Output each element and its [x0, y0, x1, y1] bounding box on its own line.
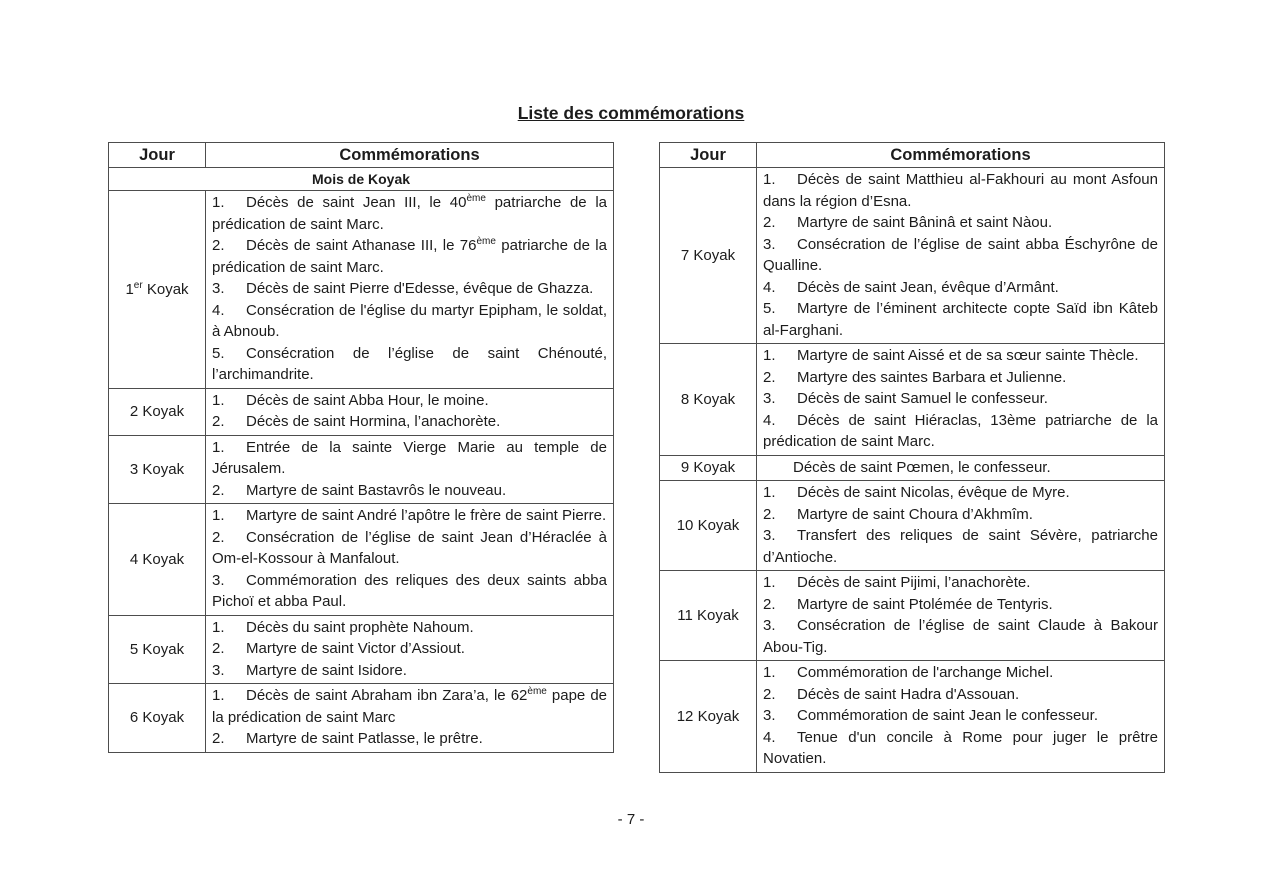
- commemorations-cell: [206, 435, 614, 504]
- commemoration-item: 4. Décès de saint Hiéraclas, 13ème patriarche de la prédication de saint Marc.: [763, 411, 1158, 450]
- item-number: 3.: [763, 390, 776, 407]
- commemoration-item: 5. Consécration de l’église de saint Chénouté, l’archimandrite.: [212, 344, 607, 383]
- item-number: 2.: [212, 481, 225, 499]
- commemoration-item: 2. Martyre de saint Patlasse, le prêtre.: [212, 728, 607, 750]
- table-row: [109, 435, 614, 504]
- item-number: 1.: [212, 194, 225, 211]
- commemoration-item: 2. Martyre de saint Choura d’Akhmîm.: [763, 504, 1158, 526]
- commemoration-item: 1. Décès de saint Matthieu al-Fakhouri au mont Asfoun dans la région d’Esna.: [763, 171, 1158, 210]
- commemorations-table-left: [108, 142, 614, 753]
- table-row: [109, 388, 614, 435]
- tables-container: [108, 142, 1165, 773]
- header-row: [660, 143, 1165, 168]
- page-title: Liste des commémorations: [517, 103, 745, 123]
- item-number: 4.: [763, 728, 776, 746]
- commemoration-item: 1. Décès de saint Nicolas, évêque de Myre.: [763, 482, 1158, 504]
- commemoration-item: 1. Commémoration de l'archange Michel.: [763, 662, 1158, 684]
- commemoration-item: 2. Martyre de saint Bâninâ et saint Nàou.: [763, 212, 1158, 234]
- table-row: [109, 684, 614, 753]
- day-cell: 11 Koyak: [660, 571, 757, 661]
- commemoration-item: 3. Consécration de l’église de saint Claude à Bakour Abou-Tig.: [763, 617, 1158, 656]
- day-header: Jour: [660, 143, 757, 168]
- commemoration-item: 4. Décès de saint Jean, évêque d’Armânt.: [763, 277, 1158, 299]
- commemoration-item: 2. Décès de saint Hadra d'Assouan.: [763, 684, 1158, 706]
- item-number: 2.: [212, 237, 225, 254]
- commemorations-cell: [757, 481, 1165, 571]
- item-number: 3.: [763, 617, 776, 634]
- item-number: 3.: [212, 661, 225, 679]
- commemorations-table-right: [659, 142, 1165, 773]
- item-number: 2.: [763, 368, 776, 386]
- item-number: 1.: [212, 507, 225, 524]
- item-number: 5.: [212, 344, 225, 362]
- day-cell: 8 Koyak: [660, 344, 757, 456]
- commemorations-cell: [206, 615, 614, 684]
- table-row: [660, 344, 1165, 456]
- item-number: 1.: [763, 574, 776, 591]
- item-number: 2.: [763, 214, 776, 231]
- table-row: [109, 504, 614, 616]
- page-number: - 7 -: [617, 811, 645, 828]
- day-cell: 9 Koyak: [660, 455, 757, 481]
- commemorations-header: Commémorations: [206, 143, 614, 168]
- commemorations-cell: [206, 191, 614, 389]
- day-header: Jour: [109, 143, 206, 168]
- table-row: [109, 615, 614, 684]
- commemoration-item: 3. Martyre de saint Isidore.: [212, 660, 607, 682]
- commemoration-item: 3. Consécration de l’église de saint abba Éschyrône de Qualline.: [763, 235, 1158, 274]
- item-number: 1.: [212, 618, 225, 636]
- commemorations-cell: [757, 455, 1165, 481]
- item-number: 2.: [212, 640, 225, 657]
- ordinal-superscript: er: [133, 279, 143, 291]
- header-row: [109, 143, 614, 168]
- table-row: [660, 481, 1165, 571]
- commemoration-item: 1. Décès du saint prophète Nahoum.: [212, 617, 607, 639]
- commemoration-item: 1. Martyre de saint André l’apôtre le frère de saint Pierre.: [212, 505, 607, 527]
- day-cell: 7 Koyak: [660, 168, 757, 344]
- day-cell: 1er Koyak: [109, 191, 206, 389]
- item-number: 4.: [763, 411, 776, 429]
- commemorations-cell: [757, 168, 1165, 344]
- commemorations-cell: [206, 684, 614, 753]
- item-number: 2.: [212, 528, 225, 546]
- item-number: 4.: [763, 278, 776, 296]
- ordinal-superscript: ème: [466, 193, 486, 204]
- commemoration-item: 1. Décès de saint Abraham ibn Zara’a, le 62ème pape de la prédication de saint Marc: [212, 686, 608, 726]
- commemoration-item: 1. Martyre de saint Aissé et de sa sœur sainte Thècle.: [763, 345, 1158, 367]
- commemoration-item: 2. Décès de saint Athanase III, le 76ème patriarche de la prédication de saint Marc.: [212, 236, 607, 276]
- item-number: 2.: [763, 505, 776, 523]
- commemorations-header: Commémorations: [757, 143, 1165, 168]
- commemoration-item: 2. Consécration de l’église de saint Jean d’Héraclée à Om-el-Kossour à Manfalout.: [212, 528, 607, 567]
- item-number: 1.: [212, 391, 225, 409]
- item-number: 1.: [763, 484, 776, 501]
- item-number: 2.: [763, 685, 776, 703]
- month-row: [109, 168, 614, 191]
- item-number: 2.: [763, 595, 776, 613]
- day-cell: 10 Koyak: [660, 481, 757, 571]
- commemoration-item: 4. Tenue d'un concile à Rome pour juger le prêtre Novatien.: [763, 728, 1158, 767]
- commemoration-item: 2. Martyre de saint Bastavrôs le nouveau.: [212, 480, 607, 502]
- item-number: 1.: [763, 347, 776, 364]
- item-number: 1.: [763, 171, 776, 188]
- commemorations-cell: [206, 504, 614, 616]
- item-number: 1.: [212, 438, 225, 456]
- table-row: [660, 455, 1165, 481]
- item-number: 3.: [763, 707, 776, 724]
- day-cell: 2 Koyak: [109, 388, 206, 435]
- day-cell: 12 Koyak: [660, 661, 757, 773]
- table-row: [109, 191, 614, 389]
- commemoration-item: 3. Commémoration de saint Jean le confesseur.: [763, 705, 1158, 727]
- commemoration-item: 3. Décès de saint Pierre d'Edesse, évêque de Ghazza.: [212, 278, 607, 300]
- commemoration-item: 4. Consécration de l'église du martyr Epipham, le soldat, à Abnoub.: [212, 301, 607, 340]
- commemoration-item: Décès de saint Pœmen, le confesseur.: [793, 458, 1051, 476]
- commemoration-item: 5. Martyre de l’éminent architecte copte Saïd ibn Kâteb al-Farghani.: [763, 300, 1158, 339]
- item-number: 2.: [212, 730, 225, 747]
- table-row: [660, 571, 1165, 661]
- commemorations-cell: [757, 661, 1165, 773]
- commemoration-item: 2. Martyre de saint Victor d’Assiout.: [212, 638, 607, 660]
- item-number: 3.: [763, 235, 776, 253]
- commemorations-cell: [206, 388, 614, 435]
- item-number: 4.: [212, 301, 225, 319]
- commemoration-item: 2. Martyre des saintes Barbara et Julienne.: [763, 367, 1158, 389]
- day-cell: 4 Koyak: [109, 504, 206, 616]
- item-number: 1.: [763, 664, 776, 681]
- item-number: 3.: [212, 280, 225, 297]
- day-cell: 3 Koyak: [109, 435, 206, 504]
- table-row: [660, 661, 1165, 773]
- commemoration-item: 2. Décès de saint Hormina, l’anachorète.: [212, 411, 607, 433]
- ordinal-superscript: ème: [476, 236, 496, 247]
- commemoration-item: 1. Décès de saint Jean III, le 40ème patriarche de la prédication de saint Marc.: [212, 193, 607, 233]
- commemoration-item: 2. Martyre de saint Ptolémée de Tentyris.: [763, 594, 1158, 616]
- day-cell: 5 Koyak: [109, 615, 206, 684]
- commemorations-cell: [757, 571, 1165, 661]
- item-number: 1.: [212, 687, 225, 704]
- item-number: 3.: [763, 527, 776, 544]
- commemoration-item: 3. Commémoration des reliques des deux saints abba Pichoï et abba Paul.: [212, 571, 607, 610]
- commemorations-cell: [757, 344, 1165, 456]
- commemoration-item: 1. Décès de saint Abba Hour, le moine.: [212, 390, 607, 412]
- commemoration-item: 1. Décès de saint Pijimi, l’anachorète.: [763, 572, 1158, 594]
- item-number: 2.: [212, 413, 225, 430]
- item-number: 3.: [212, 571, 225, 589]
- commemoration-item: 1. Entrée de la sainte Vierge Marie au temple de Jérusalem.: [212, 438, 607, 477]
- day-cell: 6 Koyak: [109, 684, 206, 753]
- item-number: 5.: [763, 300, 776, 317]
- month-header-cell: Mois de Koyak: [109, 168, 614, 191]
- ordinal-superscript: ème: [527, 686, 547, 697]
- table-row: [660, 168, 1165, 344]
- commemoration-item: 3. Décès de saint Samuel le confesseur.: [763, 388, 1158, 410]
- commemoration-item: 3. Transfert des reliques de saint Sévère, patriarche d’Antioche.: [763, 527, 1158, 566]
